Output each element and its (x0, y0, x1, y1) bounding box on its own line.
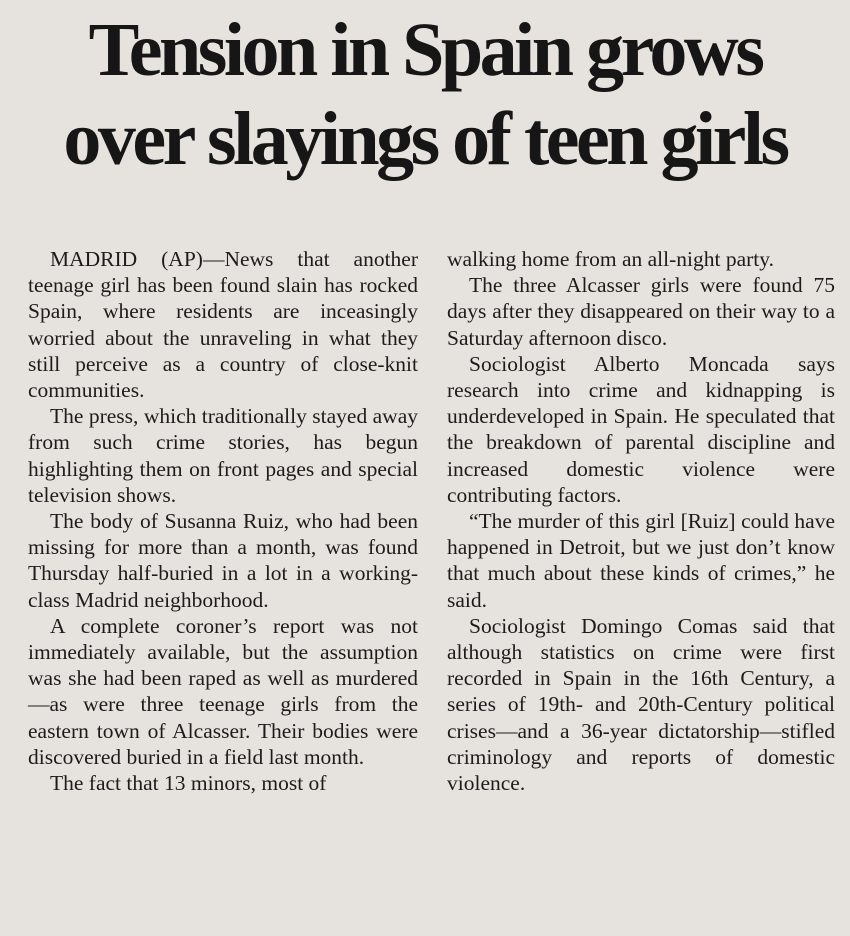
paragraph: The body of Susanna Ruiz, who had been missing for more than a month, was found Thursday half-buried in a lot in a working-class Madrid neighborhood. (28, 509, 418, 612)
paragraph-dateline: MADRID (AP)—News that another teenage girl has been found slain has rocked Spain, where residents are inceasingly worried about the unraveling in what they still perceive as a country of close-knit communities. (28, 247, 418, 403)
article-column-right (447, 246, 835, 796)
paragraph: Sociologist Alberto Moncada says research into crime and kidnapping is underdeveloped in Spain. He speculated that the breakdown of parental discipline and increased domestic violence were contributing factors. (447, 351, 835, 507)
headline (0, 6, 850, 184)
article-column-left (28, 246, 418, 796)
paragraph: “The murder of this girl [Ruiz] could have happened in Detroit, but we just don’t know that much about these kinds of crimes,” he said. (447, 509, 835, 612)
paragraph-continued: walking home from an all-night party. (447, 247, 774, 271)
paragraph: The press, which traditionally stayed away from such crime stories, has begun highlighting them on front pages and special television shows. (28, 404, 418, 507)
headline-line-2: over slayings of teen girls (63, 97, 787, 181)
paragraph: The fact that 13 minors, most of (50, 771, 327, 796)
paragraph: Sociologist Domingo Comas said that although statistics on crime were first recorded in Spain in the 16th Century, a series of 19th- and 20th-Century political crises—and a 36-year dictatorship—stifled criminology and reports of domestic violence. (447, 613, 835, 796)
paragraph: A complete coroner’s report was not immediately available, but the assumption was she had been raped as well as murdered—as were three teenage girls from the eastern town of Alcasser. Their bodies were discovered buried in a field last month. (28, 613, 418, 769)
paragraph: The three Alcasser girls were found 75 days after they disappeared on their way to a Saturday afternoon disco. (447, 273, 835, 350)
headline-line-1: Tension in Spain grows (88, 8, 762, 92)
